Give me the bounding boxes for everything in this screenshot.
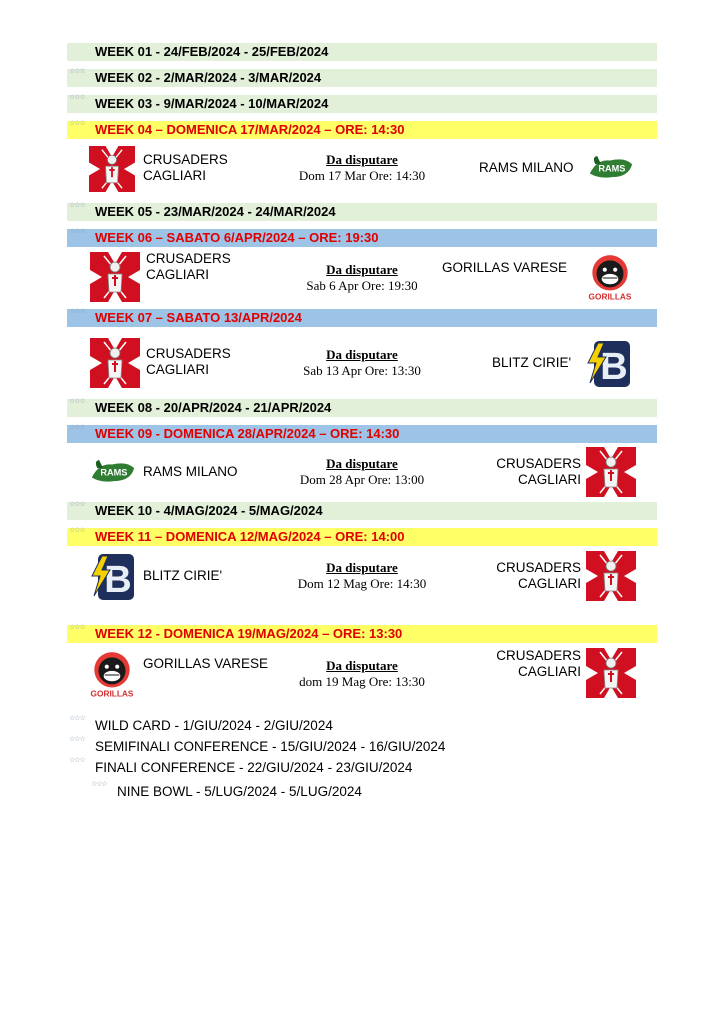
home-team-name: CRUSADERS CAGLIARI [146, 251, 231, 282]
blitz-logo-icon [584, 338, 634, 390]
gorillas-logo-icon [584, 252, 636, 304]
week-06-header [67, 229, 657, 247]
crusaders-logo-icon [586, 551, 636, 601]
week-02-header [67, 69, 657, 87]
stars-icon: ☆☆☆ [69, 424, 85, 431]
stars-icon: ☆☆☆ [69, 501, 85, 508]
week-06-label: WEEK 06 – SABATO 6/APR/2024 – ORE: 19:30 [95, 230, 379, 245]
crusaders-logo-icon [586, 447, 636, 497]
away-team-name: CRUSADERS CAGLIARI [496, 456, 581, 487]
crusaders-logo-icon [90, 252, 140, 302]
stars-icon: ☆☆☆ [69, 228, 85, 235]
week-11-header [67, 528, 657, 546]
away-team-name: CRUSADERS CAGLIARI [496, 560, 581, 591]
stars-icon: ☆☆☆ [69, 68, 85, 75]
week-05-header [67, 203, 657, 221]
home-team-name: RAMS MILANO [143, 464, 238, 479]
week-07-header [67, 309, 657, 327]
home-team-name: CRUSADERS CAGLIARI [146, 346, 231, 377]
stars-icon: ☆☆☆ [69, 202, 85, 209]
stars-icon: ☆☆☆ [69, 527, 85, 534]
stars-icon: ☆☆☆ [69, 120, 85, 127]
week-10-header [67, 502, 657, 520]
match-04-status: Da disputare Dom 17 Mar Ore: 14:30 [298, 152, 426, 183]
playoff-wildcard: ☆☆☆ WILD CARD - 1/GIU/2024 - 2/GIU/2024 [69, 715, 333, 733]
week-03-header [67, 95, 657, 113]
week-12-label: WEEK 12 - DOMENICA 19/MAG/2024 – ORE: 13:30 [95, 626, 403, 641]
week-04-label: WEEK 04 – DOMENICA 17/MAR/2024 – ORE: 14:30 [95, 122, 405, 137]
crusaders-logo-icon [87, 146, 137, 192]
away-team-name: GORILLAS VARESE [442, 260, 568, 275]
week-09-label: WEEK 09 - DOMENICA 28/APR/2024 – ORE: 14:30 [95, 426, 400, 441]
week-07-label: WEEK 07 – SABATO 13/APR/2024 [95, 310, 302, 325]
week-01-label: WEEK 01 - 24/FEB/2024 - 25/FEB/2024 [95, 44, 329, 59]
stars-icon: ☆☆☆ [69, 624, 85, 631]
away-team-name: RAMS MILANO [479, 160, 574, 175]
home-team-name: CRUSADERS CAGLIARI [143, 152, 228, 183]
stars-icon: ☆☆☆ [69, 398, 85, 405]
home-team-name: GORILLAS VARESE [143, 656, 269, 671]
away-team-name: CRUSADERS CAGLIARI [496, 648, 581, 679]
rams-logo-icon [588, 152, 634, 182]
stars-icon: ☆☆☆ [69, 94, 85, 101]
match-06-status: Da disputare Sab 6 Apr Ore: 19:30 [306, 262, 418, 293]
week-04-header [67, 121, 657, 139]
week-02-label: WEEK 02 - 2/MAR/2024 - 3/MAR/2024 [95, 70, 322, 85]
stars-icon: ☆☆☆ [69, 757, 85, 764]
week-08-header [67, 399, 657, 417]
crusaders-logo-icon [586, 648, 636, 698]
rams-logo-icon [90, 456, 136, 486]
week-08-label: WEEK 08 - 20/APR/2024 - 21/APR/2024 [95, 400, 332, 415]
stars-icon: ☆☆☆ [69, 715, 85, 722]
week-05-label: WEEK 05 - 23/MAR/2024 - 24/MAR/2024 [95, 204, 336, 219]
week-11-label: WEEK 11 – DOMENICA 12/MAG/2024 – ORE: 14:00 [95, 529, 405, 544]
match-12-status: Da disputare dom 19 Mag Ore: 13:30 [299, 658, 425, 689]
stars-icon: ☆☆☆ [91, 781, 107, 788]
blitz-logo-icon [88, 551, 138, 603]
week-09-header [67, 425, 657, 443]
gorillas-logo-icon [86, 649, 138, 701]
match-07-status: Da disputare Sab 13 Apr Ore: 13:30 [303, 347, 421, 378]
away-team-name: BLITZ CIRIE' [492, 355, 572, 370]
match-09-status: Da disputare Dom 28 Apr Ore: 13:00 [299, 456, 425, 487]
home-team-name: BLITZ CIRIE' [143, 568, 223, 583]
week-03-label: WEEK 03 - 9/MAR/2024 - 10/MAR/2024 [95, 96, 329, 111]
playoff-semifinali: ☆☆☆ SEMIFINALI CONFERENCE - 15/GIU/2024 - 16/GIU/2024 [69, 736, 446, 754]
week-10-label: WEEK 10 - 4/MAG/2024 - 5/MAG/2024 [95, 503, 323, 518]
match-11-status: Da disputare Dom 12 Mag Ore: 14:30 [297, 560, 427, 591]
playoff-finali: ☆☆☆ FINALI CONFERENCE - 22/GIU/2024 - 23/GIU/2024 [69, 757, 413, 775]
playoff-ninebowl: ☆☆☆ NINE BOWL - 5/LUG/2024 - 5/LUG/2024 [91, 781, 362, 799]
crusaders-logo-icon [90, 338, 140, 388]
stars-icon: ☆☆☆ [69, 308, 85, 315]
week-01-header [67, 43, 657, 61]
stars-icon: ☆☆☆ [69, 736, 85, 743]
week-12-header [67, 625, 657, 643]
